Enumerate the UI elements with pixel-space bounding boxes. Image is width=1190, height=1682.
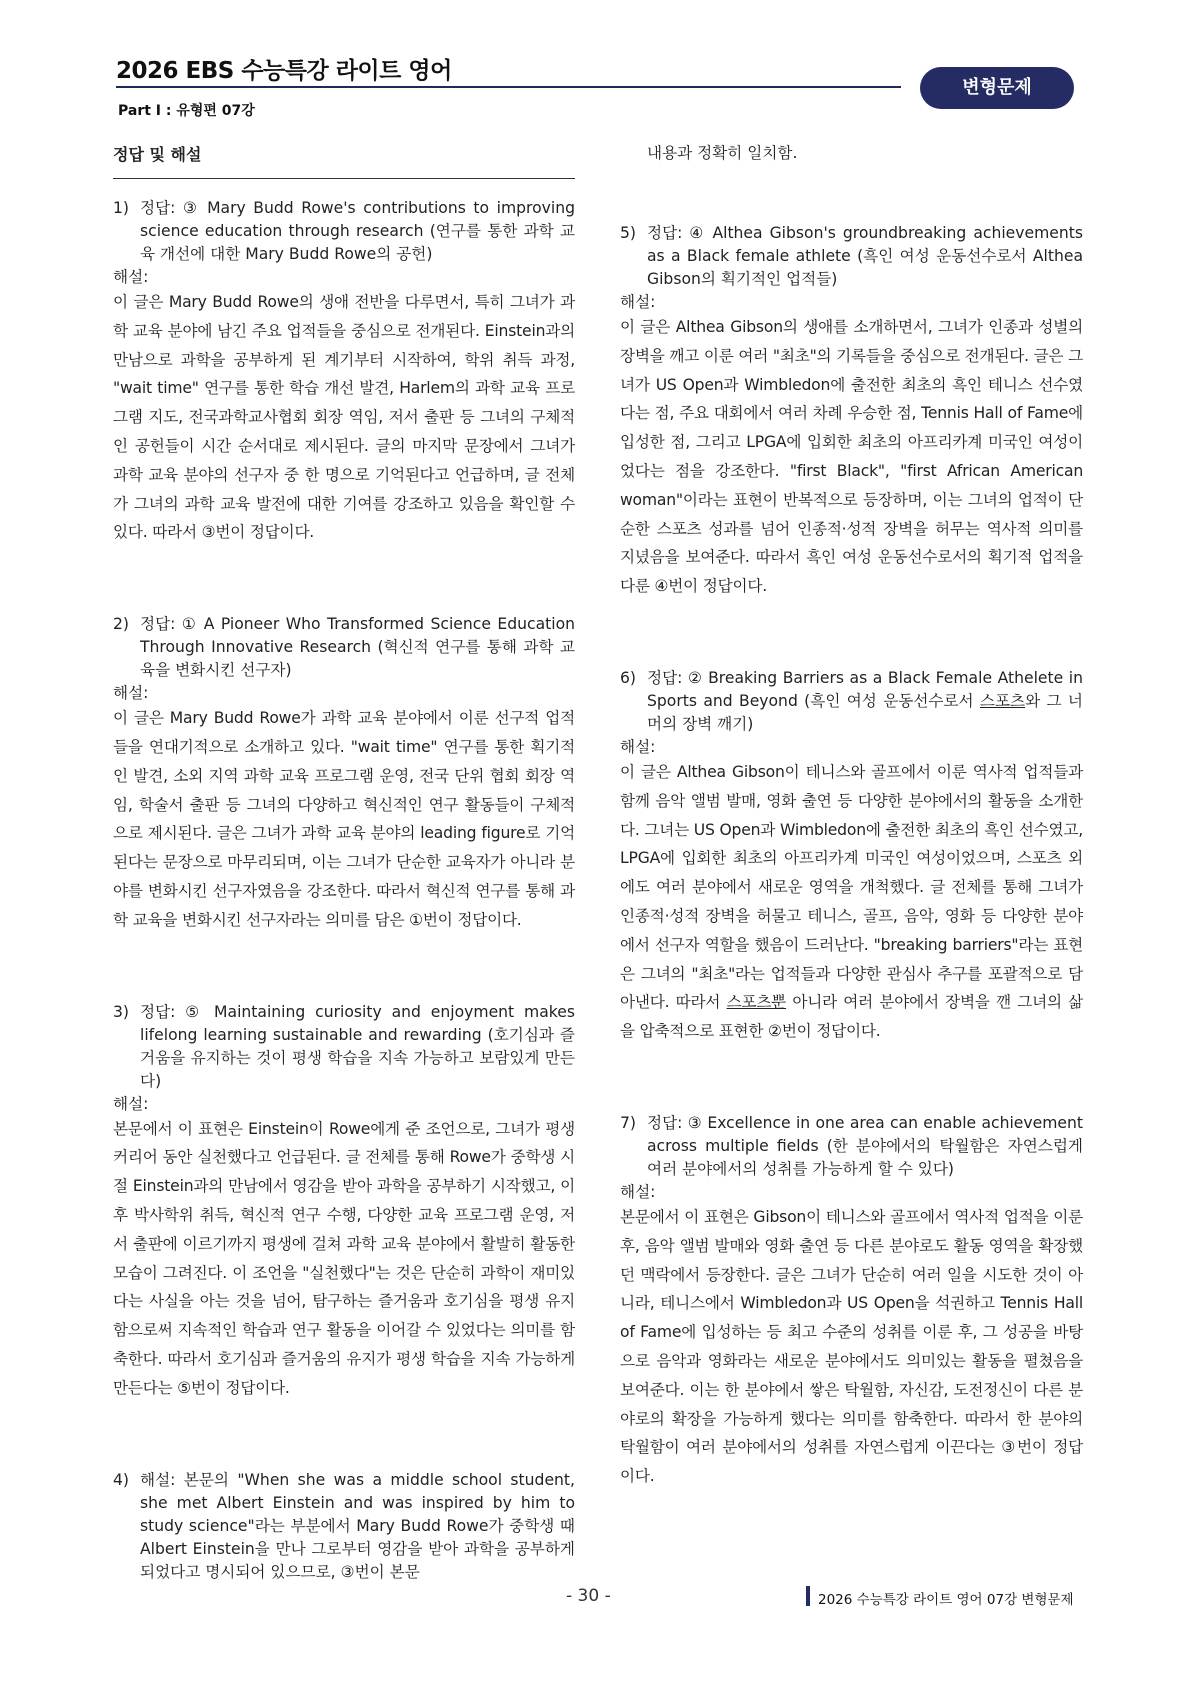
answer-text-underlined: 스포츠 bbox=[979, 691, 1026, 710]
answer-item-4 bbox=[113, 1469, 575, 1584]
item-number: 1) bbox=[113, 199, 130, 217]
answer-text: 정답: ③ Excellence in one area can enable achievement across multiple fields (한 분야에서의 탁월함은 자연스럽게 여러 분야에서의 성취를 가능하게 할 수 있다) bbox=[647, 1113, 1083, 1178]
explanation-label: 해설: bbox=[113, 268, 149, 286]
answer-text: 정답: ③ Mary Budd Rowe's contributions to improving science education through research (연구를 통한 과학 교육 개선에 대한 Mary Budd Rowe의 공헌) bbox=[140, 199, 575, 263]
answer-item-1 bbox=[113, 197, 575, 547]
item-number: 5) bbox=[620, 224, 637, 242]
answer-text: 정답: ① A Pioneer Who Transformed Science Education Through Innovative Research (혁신적 연구를 통해 과학 교육을 변화시킨 선구자) bbox=[140, 615, 575, 680]
answer-line bbox=[620, 667, 1083, 736]
answer-line bbox=[113, 1469, 575, 1584]
item-number: 3) bbox=[113, 1002, 130, 1021]
answer-text-post: 와 그 너머의 장벽 깨기) bbox=[647, 691, 1083, 733]
answer-text: 정답: ⑤ Maintaining curiosity and enjoyment makes lifelong learning sustainable and rewarding (호기심과 즐거움을 유지하는 것이 평생 학습을 지속 가능하고 보람있게 만든다) bbox=[140, 1002, 575, 1090]
section-rule bbox=[113, 178, 575, 179]
answer-line bbox=[620, 1112, 1083, 1181]
right-column bbox=[620, 138, 1083, 1491]
explanation-label: 해설: bbox=[113, 1094, 149, 1113]
footer-title: 2026 수능특강 라이트 영어 07강 변형문제 bbox=[818, 1592, 1074, 1608]
explanation-text: 이 글은 Mary Budd Rowe가 과학 교육 분야에서 이룬 선구적 업적들을 연대기적으로 소개하고 있다. "wait time" 연구를 통한 획기적인 발견, 소외 지역 과학 교육 프로그램 운영, 전국 단위 협회 회장 역임, 학술서 출판 등 그녀의 다양하고 혁신적인 연구 활동들이 구체적으로 제시된다. 글은 그녀가 과학 교육 분야의 leading figure로 기억된다는 문장으로 마무리되며, 이는 그녀가 단순한 교육자가 아니라 분야를 변화시킨 선구자였음을 강조한다. 따라서 혁신적 연구를 통해 과학 교육을 변화시킨 선구자라는 의미를 담은 ①번이 정답이다. bbox=[113, 709, 575, 929]
item-number: 4) bbox=[113, 1470, 130, 1489]
explanation-text: 본문에서 이 표현은 Gibson이 테니스와 골프에서 역사적 업적을 이룬 후, 음악 앨범 발매와 영화 출연 등 다른 분야로도 활동 영역을 확장했던 맥락에서 등장한다. 글은 그녀가 단순히 여러 일을 시도한 것이 아니라, 테니스에서 Wimbledon과 US Open을 석권하고 Tennis Hall of Fame에 입성하는 등 최고 수준의 성취를 이룬 후, 그 성공을 바탕으로 음악과 영화라는 새로운 분야에서도 의미있는 활동을 펼쳤음을 보여준다. 이는 한 분야에서 쌓은 탁월함, 자신감, 도전정신이 다른 분야로의 확장을 가능하게 했다는 의미를 함축한다. 따라서 한 분야의 탁월함이 여러 분야에서의 성취를 자연스럽게 이끈다는 ③번이 정답이다. bbox=[620, 1207, 1083, 1486]
answer-text-pre: 정답: ② Breaking Barriers as a Black Female Athelete in Sports and Beyond (흑인 여성 운동선수로서 bbox=[647, 668, 1083, 710]
section-title: 정답 및 해설 bbox=[113, 145, 202, 164]
page-number: - 30 - bbox=[566, 1586, 611, 1606]
explanation-text: 이 글은 Mary Budd Rowe의 생애 전반을 다루면서, 특히 그녀가 과학 교육 분야에 남긴 주요 업적들을 중심으로 전개된다. Einstein과의 만남으로 과학을 공부하게 된 계기부터 시작하여, 학위 취득 과정, "wait time" 연구를 통한 학습 개선 발견, Harlem의 과학 교육 프로그램 지도, 전국과학교사협회 회장 역임, 저서 출판 등 그녀의 구체적인 공헌들이 시간 순서대로 제시된다. 글의 마지막 문장에서 그녀가 과학 교육 분야의 선구자 중 한 명으로 기억된다고 언급하며, 글 전체가 그녀의 과학 교육 발전에 대한 기여를 강조하고 있음을 확인할 수 있다. 따라서 ③번이 정답이다. bbox=[113, 293, 575, 542]
explanation-text bbox=[620, 758, 1083, 1046]
answer-item-7 bbox=[620, 1112, 1083, 1491]
footer-accent-bar bbox=[806, 1586, 810, 1606]
answer-line bbox=[620, 222, 1083, 291]
explanation-text-post: 아니라 여러 분야에서 장벽을 깬 그녀의 삶을 압축적으로 표현한 ②번이 정답이다. bbox=[620, 993, 1084, 1041]
explanation-text: 본문에서 이 표현은 Einstein이 Rowe에게 준 조언으로, 그녀가 평생 커리어 동안 실천했다고 언급된다. 글 전체를 통해 Rowe가 중학생 시절 Einstein과의 만남에서 영감을 받아 과학을 공부하기 시작했고, 이후 박사학위 취득, 혁신적 연구 수행, 다양한 교육 프로그램 운영, 저서 출판에 이르기까지 평생에 걸쳐 과학 교육 분야에서 활발히 활동한 모습이 그려진다. 이 조언을 "실천했다"는 것은 단순히 과학이 재미있다는 사실을 아는 것을 넘어, 탐구하는 즐거움과 호기심을 평생 유지함으로써 지속적인 학습과 연구 활동을 이어갈 수 있었다는 의미를 함축한다. 따라서 호기심과 즐거움의 유지가 평생 학습을 지속 가능하게 만든다는 ⑤번이 정답이다. bbox=[113, 1119, 575, 1397]
category-badge: 변형문제 bbox=[920, 67, 1074, 109]
item-number: 2) bbox=[113, 615, 130, 634]
explanation-text-pre: 이 글은 Althea Gibson이 테니스와 골프에서 이룬 역사적 업적들과 함께 음악 앨범 발매, 영화 출연 등 다양한 분야에서의 활동을 소개한다. 그녀는 US Open과 Wimbledon에 출전한 최초의 흑인 선수였고, LPGA에 입회한 최초의 아프리카계 미국인 여성이었으며, 스포츠 외에도 여러 분야에서 새로운 영역을 개척했다. 글 전체를 통해 그녀가 인종적·성적 장벽을 허물고 테니스, 골프, 음악, 영화 등 다양한 분야에서 선구자 역할을 했음이 드러난다. "breaking barriers"라는 표현은 그녀의 "최초"라는 업적들과 다양한 관심사 추구를 포괄적으로 담아낸다. 따라서 bbox=[620, 762, 1083, 1012]
document-subtitle: Part Ⅰ : 유형편 07강 bbox=[118, 103, 255, 119]
left-column bbox=[113, 138, 575, 1584]
answer-text: 정답: ④ Althea Gibson's groundbreaking achievements as a Black female athlete (흑인 여성 운동선수로서 Althea Gibson의 획기적인 업적들) bbox=[647, 224, 1083, 288]
answer-line bbox=[113, 1001, 575, 1093]
header-rule bbox=[116, 86, 901, 88]
answer-item-6 bbox=[620, 667, 1083, 1046]
explanation-label: 해설: bbox=[620, 1182, 656, 1201]
explanation-label: 해설: bbox=[620, 293, 656, 311]
explanation-text-underlined: 스포츠뿐 bbox=[726, 993, 787, 1012]
item-number: 7) bbox=[620, 1113, 637, 1132]
answer-line bbox=[113, 197, 575, 266]
continuation-text: 내용과 정확히 일치함. bbox=[647, 144, 798, 162]
explanation-text: 이 글은 Althea Gibson의 생애를 소개하면서, 그녀가 인종과 성별의 장벽을 깨고 이룬 여러 "최초"의 기록들을 중심으로 전개된다. 글은 그녀가 US Open과 Wimbledon에 출전한 최초의 흑인 테니스 선수였다는 점, 주요 대회에서 여러 차례 우승한 점, Tennis Hall of Fame에 입성한 점, 그리고 LPGA에 입회한 최초의 아프리카계 미국인 여성이었다는 점을 강조한다. "first Black", "first African American woman"이라는 표현이 반복적으로 등장하며, 이는 그녀의 업적이 단순한 스포츠 성과를 넘어 인종적·성적 장벽을 허무는 역사적 의미를 지녔음을 보여준다. 따라서 흑인 여성 운동선수로서의 획기적 업적을 다룬 ④번이 정답이다. bbox=[620, 318, 1083, 596]
answer-line bbox=[113, 613, 575, 682]
document-title: 2026 EBS 수능특강 라이트 영어 bbox=[116, 58, 452, 84]
answer-item-3 bbox=[113, 1001, 575, 1403]
explanation-label: 해설: bbox=[620, 737, 656, 756]
answer-item-5 bbox=[620, 222, 1083, 601]
item-number: 6) bbox=[620, 668, 637, 687]
answer-text: 해설: 본문의 "When she was a middle school student, she met Albert Einstein and was inspired by him to study science"라는 부분에서 Mary Budd Rowe가 중학생 때 Albert Einstein을 만나 그로부터 영감을 받아 과학을 공부하게 되었다고 명시되어 있으므로, ③번이 본문 bbox=[140, 1470, 575, 1581]
explanation-label: 해설: bbox=[113, 684, 149, 703]
answer-item-2 bbox=[113, 613, 575, 934]
